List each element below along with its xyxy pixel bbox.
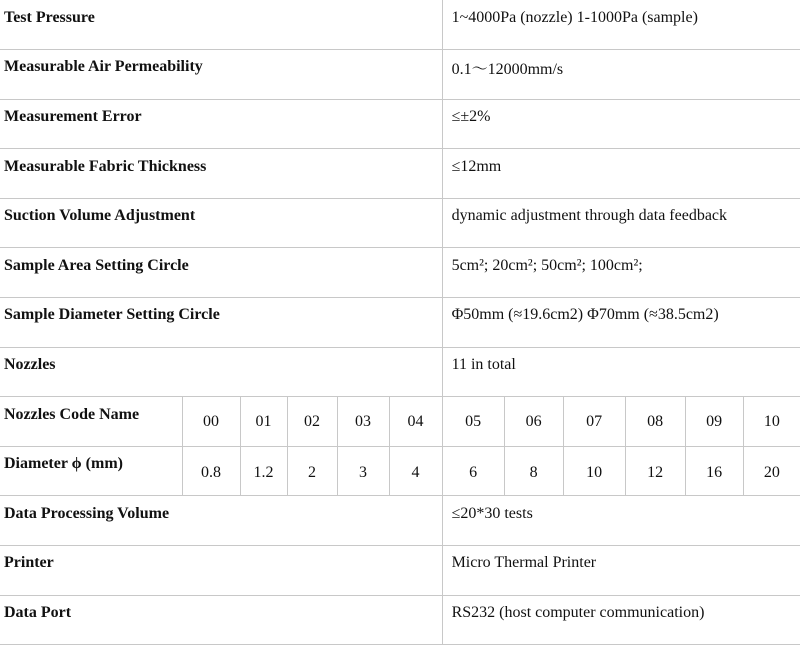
nozzle-code-label: Nozzles Code Name: [0, 397, 182, 447]
spec-row-air-permeability: [0, 50, 800, 100]
spec-row-fabric-thickness: [0, 149, 800, 199]
spec-value: 5cm²; 20cm²; 50cm²; 100cm²;: [442, 248, 800, 298]
spec-value: ≤±2%: [442, 99, 800, 149]
spec-row-measurement-error: [0, 99, 800, 149]
spec-value: ≤12mm: [442, 149, 800, 199]
spec-value: ≤20*30 tests: [442, 496, 800, 546]
nozzle-code-cell: 00: [182, 397, 240, 447]
nozzle-diameter-cell: 8: [504, 446, 563, 496]
nozzle-diameter-cell: 20: [743, 446, 800, 496]
nozzle-code-cell: 09: [685, 397, 743, 447]
spec-label: Measurement Error: [0, 99, 442, 149]
nozzle-code-cell: 07: [563, 397, 625, 447]
spec-value: 1~4000Pa (nozzle) 1-1000Pa (sample): [442, 0, 800, 50]
nozzle-code-cell: 04: [389, 397, 442, 447]
nozzle-code-row: [0, 397, 800, 447]
spec-row-sample-diameter: [0, 298, 800, 348]
nozzle-code-cell: 06: [504, 397, 563, 447]
spec-value: 0.1～12000mm/s: [442, 50, 800, 100]
nozzle-code-cell: 01: [240, 397, 287, 447]
spec-row-test-pressure: [0, 0, 800, 50]
spec-label: Data Port: [0, 595, 442, 645]
nozzle-diameter-row: [0, 446, 800, 496]
spec-label: Sample Area Setting Circle: [0, 248, 442, 298]
spec-label: Nozzles: [0, 347, 442, 397]
nozzle-diameter-cell: 10: [563, 446, 625, 496]
nozzle-code-cell: 10: [743, 397, 800, 447]
spec-row-data-processing: [0, 496, 800, 546]
spec-label: Measurable Air Permeability: [0, 50, 442, 100]
spec-row-data-port: [0, 595, 800, 645]
spec-value: RS232 (host computer communication): [442, 595, 800, 645]
spec-row-suction-volume: [0, 198, 800, 248]
spec-value: 11 in total: [442, 347, 800, 397]
nozzle-diameter-cell: 12: [625, 446, 685, 496]
spec-label: Data Processing Volume: [0, 496, 442, 546]
nozzle-diameter-cell: 1.2: [240, 446, 287, 496]
spec-row-printer: [0, 546, 800, 596]
nozzle-code-cell: 05: [442, 397, 504, 447]
nozzle-diameter-cell: 16: [685, 446, 743, 496]
spec-value: Φ50mm (≈19.6cm2) Φ70mm (≈38.5cm2): [442, 298, 800, 348]
nozzle-diameter-cell: 4: [389, 446, 442, 496]
nozzle-code-cell: 02: [287, 397, 337, 447]
spec-label: Test Pressure: [0, 0, 442, 50]
spec-label: Printer: [0, 546, 442, 596]
spec-label: Suction Volume Adjustment: [0, 198, 442, 248]
nozzle-diameter-cell: 6: [442, 446, 504, 496]
spec-row-nozzles: [0, 347, 800, 397]
nozzle-diameter-label: Diameter ϕ (mm): [0, 446, 182, 496]
spec-label: Measurable Fabric Thickness: [0, 149, 442, 199]
nozzle-diameter-cell: 0.8: [182, 446, 240, 496]
spec-row-sample-area: [0, 248, 800, 298]
spec-value: dynamic adjustment through data feedback: [442, 198, 800, 248]
spec-value: Micro Thermal Printer: [442, 546, 800, 596]
nozzle-diameter-cell: 3: [337, 446, 389, 496]
nozzle-code-cell: 03: [337, 397, 389, 447]
nozzle-code-cell: 08: [625, 397, 685, 447]
nozzle-diameter-cell: 2: [287, 446, 337, 496]
spec-label: Sample Diameter Setting Circle: [0, 298, 442, 348]
